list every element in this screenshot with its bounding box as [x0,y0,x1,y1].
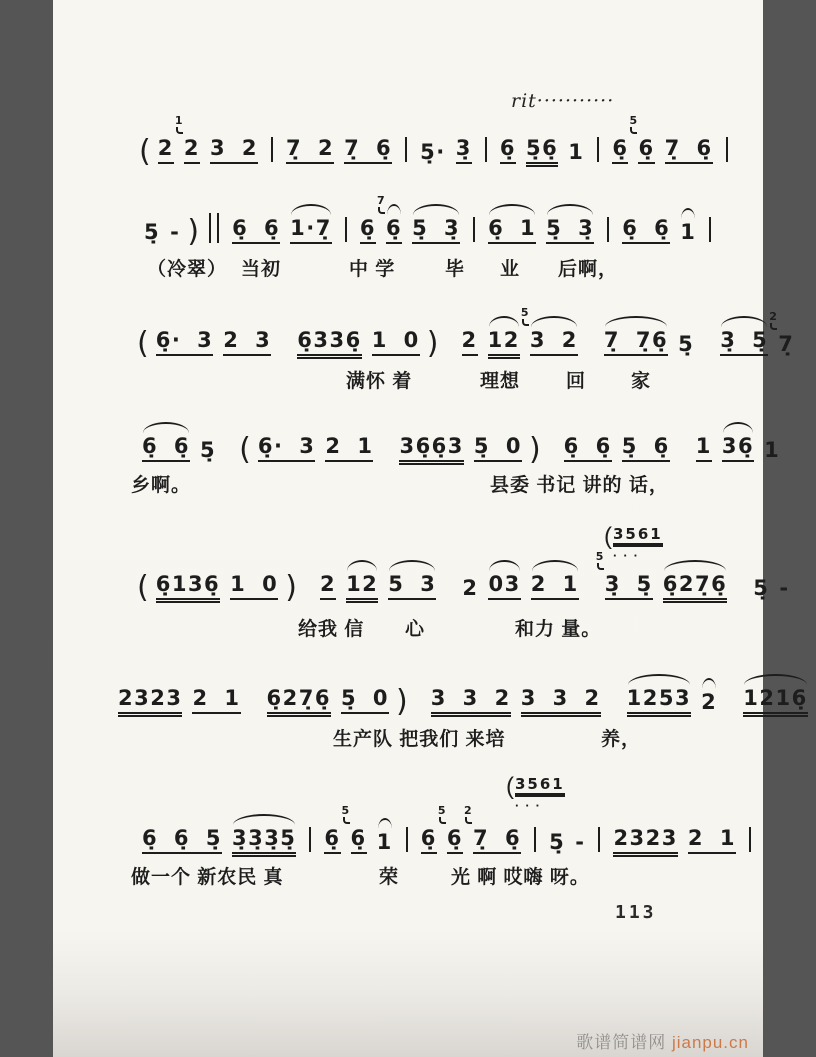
grace-hook-icon [770,323,777,330]
grace-note-number: 1 [174,114,183,127]
note-group: 5̣ [678,332,695,356]
parenthesis: ) [396,684,408,719]
note-group: 6̣ 6̣ [564,434,612,462]
grace-note [521,307,529,326]
annotation-octave-dots: ··· [613,548,644,563]
note-group: 6̣· 3 [258,434,316,462]
note-group: 3̣3̣3̣5̣ [232,826,296,854]
note-group: 6̣27̣6̣ [663,572,727,600]
system-1 [53,114,763,169]
note-group: 7̣ 6̣ [344,136,392,164]
note-group: 2 1 [325,434,373,462]
grace-note-number: 5 [341,804,350,817]
lyric-segment: 理想 [480,371,521,392]
note-group: 6̣ 5 [447,826,463,854]
system-6 [53,680,808,750]
lyric-segment: 家 [631,371,652,392]
system-3 [53,306,795,392]
note-group: 1 [764,438,781,462]
note-group: 2 [462,328,478,356]
lyrics-row [53,724,763,752]
parenthesis: ) [285,570,297,605]
page-number: 113 [615,902,657,923]
note-group: 6̣ 6̣ 5̣ [142,826,222,854]
note-group: 5̣ [549,830,566,854]
grace-hook-icon [597,563,604,570]
note-group: 6̣136̣ [156,572,220,600]
note-group: 3̣ 5̣ 5 [605,572,653,600]
note-group: 6̣ 7 [386,216,402,244]
note-group: 5 3 [388,572,436,600]
note-group: 6̣ 6̣ [232,216,280,244]
note-group: 2 1 [688,826,736,854]
grace-note [342,805,350,824]
parenthesis: ( [139,134,151,169]
note-group: 2 1 [531,572,579,600]
note-group: 7̣ 2 [286,136,334,164]
note-group: 2323 [613,826,677,854]
note-group: 6̣ [612,136,628,164]
note-group: 1 0 [230,572,278,600]
note-group: 2 [158,136,174,164]
grace-hook-icon [378,207,385,214]
note-group: 7̣ 2 [769,310,795,356]
note-group: 36̣6̣3 [399,434,463,462]
parenthesis: ) [426,326,439,361]
grace-note-number: 7 [376,194,385,207]
system-4 [53,428,781,496]
notation-row [53,194,763,249]
note-group: 2 [462,576,479,600]
grace-hook-icon [343,817,350,824]
note-group: 1 [568,140,585,164]
grace-note [629,115,637,134]
watermark-site-url: jianpu.cn [671,1033,749,1052]
system-2 [53,194,763,280]
barline [309,827,311,852]
note-group: 1253 [627,686,691,714]
note-group: 03 [488,572,520,600]
barline [607,217,609,242]
lyric-segment: 满怀 着 [346,371,413,392]
parenthesis: ( [137,570,149,605]
barline [749,827,751,852]
note-group: 1 [376,830,393,854]
note-group: 5̣ [144,220,161,244]
sheet-music-page [53,0,808,1057]
grace-note [175,115,183,134]
notation-row [53,428,781,467]
barline [726,137,728,162]
lyric-segment: 中 学 [349,259,396,280]
annotation-paren: ( [506,773,514,800]
note-group: 6̣ [421,826,437,854]
note-group: 7̣ 7̣6̣ [604,328,668,356]
notation-row [53,680,808,719]
system-5 [53,550,790,640]
note-group: 1 [680,220,697,244]
note-group: 12 [488,328,520,356]
grace-note [438,805,446,824]
lyric-segment: 业 [500,259,521,280]
grace-note-number: 5 [595,550,604,563]
note-group: 6̣ 5 [638,136,654,164]
lyric-segment: 乡啊。 [131,475,192,496]
cue-notes-annotation-1 [604,523,663,563]
lyric-segment: 光 啊 哎嗨 呀。 [451,867,590,888]
note-group: 3̣ [456,136,472,164]
note-group: 36̣ [722,434,754,462]
annotation-octave-dots: ··· [515,798,546,813]
note-group: 3̣ 5̣ [720,328,768,356]
note-group: 5̣ 3̣ [412,216,460,244]
lyric-segment: 毕 [445,259,466,280]
grace-note-number: 5 [437,804,446,817]
lyric-segment: 和力 量。 [515,619,602,640]
lyric-segment: 县委 书记 讲的 话， [490,475,669,496]
parenthesis: ( [239,432,251,467]
grace-hook-icon [630,127,637,134]
lyric-segment: 做一个 新农民 真 [131,867,284,888]
note-group: 6̣ [360,216,376,244]
watermark [576,1028,749,1053]
lyric-segment: 后啊， [558,259,619,280]
barline [473,217,475,242]
grace-note-number: 5 [629,114,638,127]
system-7 [53,804,763,888]
note-group: 7̣ 6̣ [665,136,713,164]
double-barline [209,213,219,243]
barline [406,827,408,852]
annotation-notes: 3561 [515,775,565,793]
note-group: 12 [346,572,378,600]
lyric-segment: 心 [405,619,426,640]
note-group: 5̣ 0 [341,686,389,714]
lyric-segment: （冷翠） [147,259,228,280]
barline [598,827,600,852]
note-group: 6̣ 1 [488,216,536,244]
parenthesis: ( [137,326,149,361]
note-group: 5̣· [420,140,446,164]
grace-note [464,805,472,824]
lyrics-row [53,254,763,282]
note-group: 5̣ 3̣ [546,216,594,244]
note-group: 6̣336̣ [297,328,361,356]
note-group: 5̣ [200,438,217,462]
note-group: 5̣ 6̣ [622,434,670,462]
note-group: 6̣ 6̣ [622,216,670,244]
note-group: 1·7̣ [290,216,332,244]
grace-hook-icon [465,817,472,824]
lyric-segment: 给我 信 [298,619,365,640]
note-group: 2323 [118,686,182,714]
grace-note [769,311,777,330]
note-group: 2 1 [192,686,240,714]
note-group: 2 1 [184,136,200,164]
note-group: 6̣· 3 [156,328,214,356]
lyric-segment: 养， [601,729,642,750]
note-group: 3 2 5 [530,328,578,356]
parenthesis: ) [528,432,541,467]
note-group: - [779,576,790,600]
note-group: 3 3 2 [431,686,511,714]
watermark-site-name: 歌谱简谱网 [576,1033,667,1052]
note-group: - [575,830,586,854]
lyrics-row [53,862,763,890]
note-group: 5̣6̣ [526,136,558,164]
grace-hook-icon [439,817,446,824]
notation-row [53,804,763,854]
annotation-paren: ( [604,523,612,550]
annotation-notes: 3561 [613,525,663,543]
lyrics-row [53,170,763,198]
barline [485,137,487,162]
tempo-marking: rit··········· [511,90,615,112]
barline [534,827,536,852]
note-group: 7̣ 6̣ 2 [473,826,521,854]
note-group: 6̣27̣6̣ [267,686,331,714]
barline [597,137,599,162]
lyrics-row [53,614,763,642]
note-group: 3 2 [210,136,258,164]
barline [271,137,273,162]
lyric-segment: 荣 [379,867,400,888]
grace-hook-icon [522,319,529,326]
barline [345,217,347,242]
grace-note [377,195,385,214]
note-group: 6̣ [324,826,340,854]
grace-note-number: 5 [520,306,529,319]
grace-note-number: 2 [464,804,472,817]
note-group: 2 [701,690,718,714]
barline [709,217,711,242]
note-group: 6̣ 6̣ [142,434,190,462]
grace-note-number: 2 [769,310,777,323]
lyric-segment: 当初 [241,259,282,280]
barline [405,137,407,162]
annotation-body [515,776,565,811]
note-group: 5̣ [753,576,770,600]
note-group: 6̣ [500,136,516,164]
note-group: 1 0 [372,328,420,356]
lyrics-row [53,366,763,394]
lyric-segment: 生产队 把我们 来培 [333,729,506,750]
note-group: 2 [320,572,336,600]
note-group: 1216̣ [743,686,807,714]
note-group: 2 3 [223,328,271,356]
note-group: 5̣ 0 [474,434,522,462]
notation-row [53,114,763,169]
grace-hook-icon [176,127,183,134]
grace-note [596,551,604,570]
parenthesis: ) [187,214,200,249]
lyric-segment: 回 [566,371,587,392]
note-group: - [170,220,181,244]
note-group: 1 [696,434,712,462]
cue-notes-annotation-2 [506,773,565,813]
note-group: 6̣ 5 [351,826,367,854]
lyrics-row [53,470,763,498]
notation-row [53,550,790,605]
annotation-body [613,526,663,561]
notation-row [53,306,795,361]
note-group: 3 3 2 [521,686,601,714]
